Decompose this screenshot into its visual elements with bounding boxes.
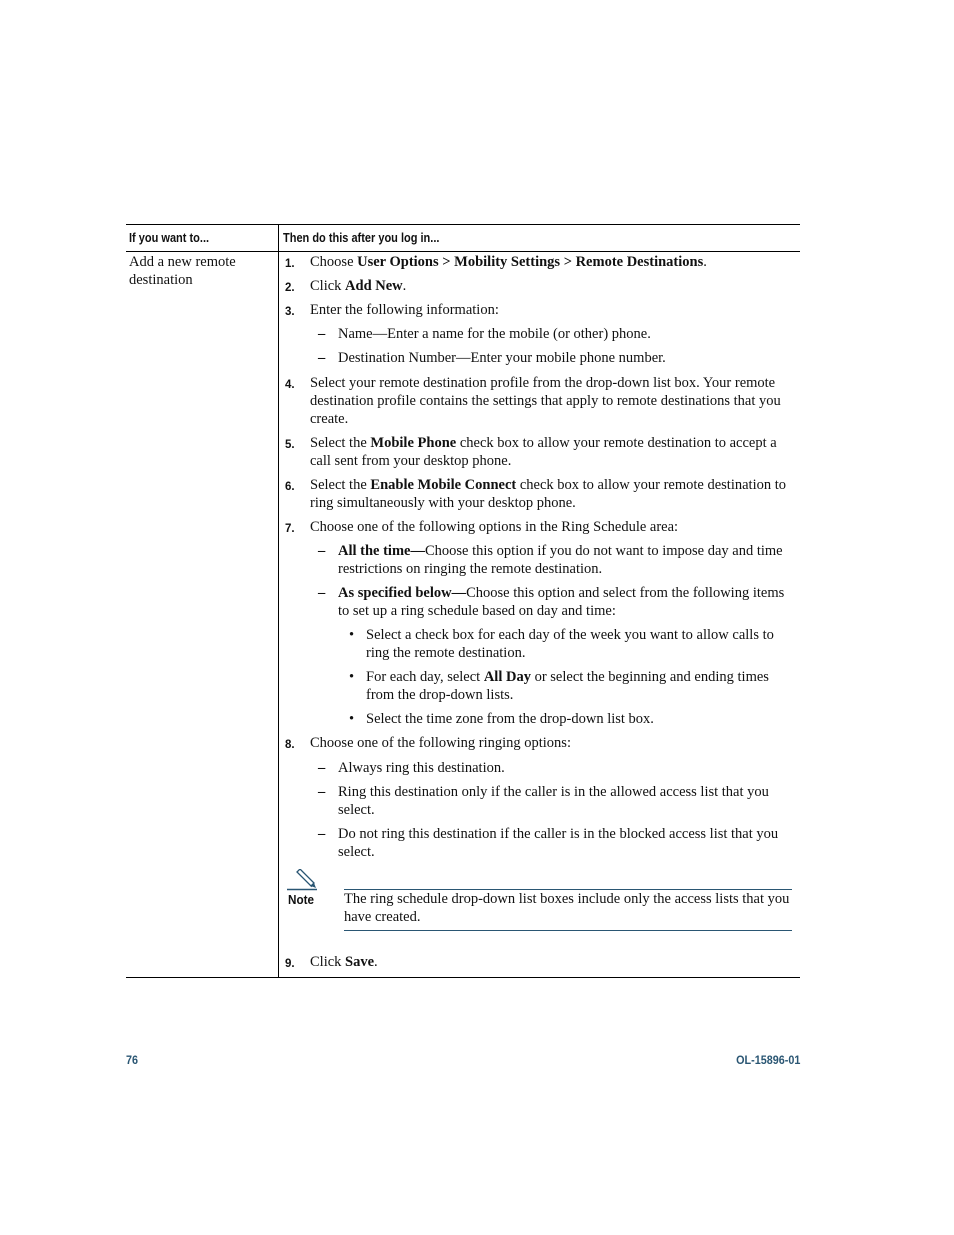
step-8-item: – Always ring this destination. [318, 760, 505, 776]
step-7-bullet: • For each day, select All Day or select the beginning and ending times from the drop-down lists. [349, 669, 769, 703]
step-4: 4. Select your remote destination profile from the drop-down list box. Your remote destination profile contains the settings that apply to remote destinations that you create. [285, 375, 781, 427]
pencil-icon [287, 869, 319, 891]
header-col-task: If you want to... [126, 225, 279, 251]
step-7-bullet: • Select a check box for each day of the week you want to allow calls to ring the remote destination. [349, 627, 774, 661]
header-col-steps: Then do this after you log in... [283, 231, 440, 245]
instruction-table [126, 224, 800, 978]
note-text: The ring schedule drop-down list boxes include only the access lists that you have created. [344, 889, 792, 931]
step-3-item: – Name—Enter a name for the mobile (or other) phone. [318, 326, 651, 342]
steps-cell [279, 252, 800, 977]
document-id: OL-15896-01 [735, 1053, 800, 1067]
step-8-item: – Ring this destination only if the caller is in the allowed access list that you select. [318, 784, 769, 818]
note-label: Note [288, 892, 315, 907]
step-9: 9. Click Save. [285, 954, 378, 970]
step-3-item: – Destination Number—Enter your mobile phone number. [318, 350, 666, 366]
step-8: 8. Choose one of the following ringing options: [285, 735, 571, 751]
step-7-bullet: • Select the time zone from the drop-down list box. [349, 711, 654, 727]
step-6: 6. Select the Enable Mobile Connect check box to allow your remote destination to ring simultaneously with your desktop phone. [285, 477, 787, 511]
step-3: 3. Enter the following information: [285, 302, 499, 318]
note-block [285, 869, 792, 953]
page-number: 76 [126, 1053, 139, 1067]
table-header [126, 225, 800, 252]
step-8-item: – Do not ring this destination if the caller is in the blocked access list that you select. [318, 826, 779, 860]
step-5: 5. Select the Mobile Phone check box to allow your remote destination to accept a call sent from your desktop phone. [285, 435, 777, 469]
step-7: 7. Choose one of the following options in the Ring Schedule area: [285, 519, 679, 535]
step-7-option: – As specified below—Choose this option and select from the following items to set up a ring schedule based on day and time: [318, 585, 785, 619]
step-2: 2. Click Add New. [285, 278, 407, 294]
step-7-option: – All the time—Choose this option if you do not want to impose day and time restrictions on ringing the remote destination. [318, 543, 783, 577]
table-row [126, 252, 800, 977]
step-1: 1. Choose User Options > Mobility Settings > Remote Destinations. [285, 254, 707, 270]
task-cell: Add a new remote destination [126, 252, 279, 977]
